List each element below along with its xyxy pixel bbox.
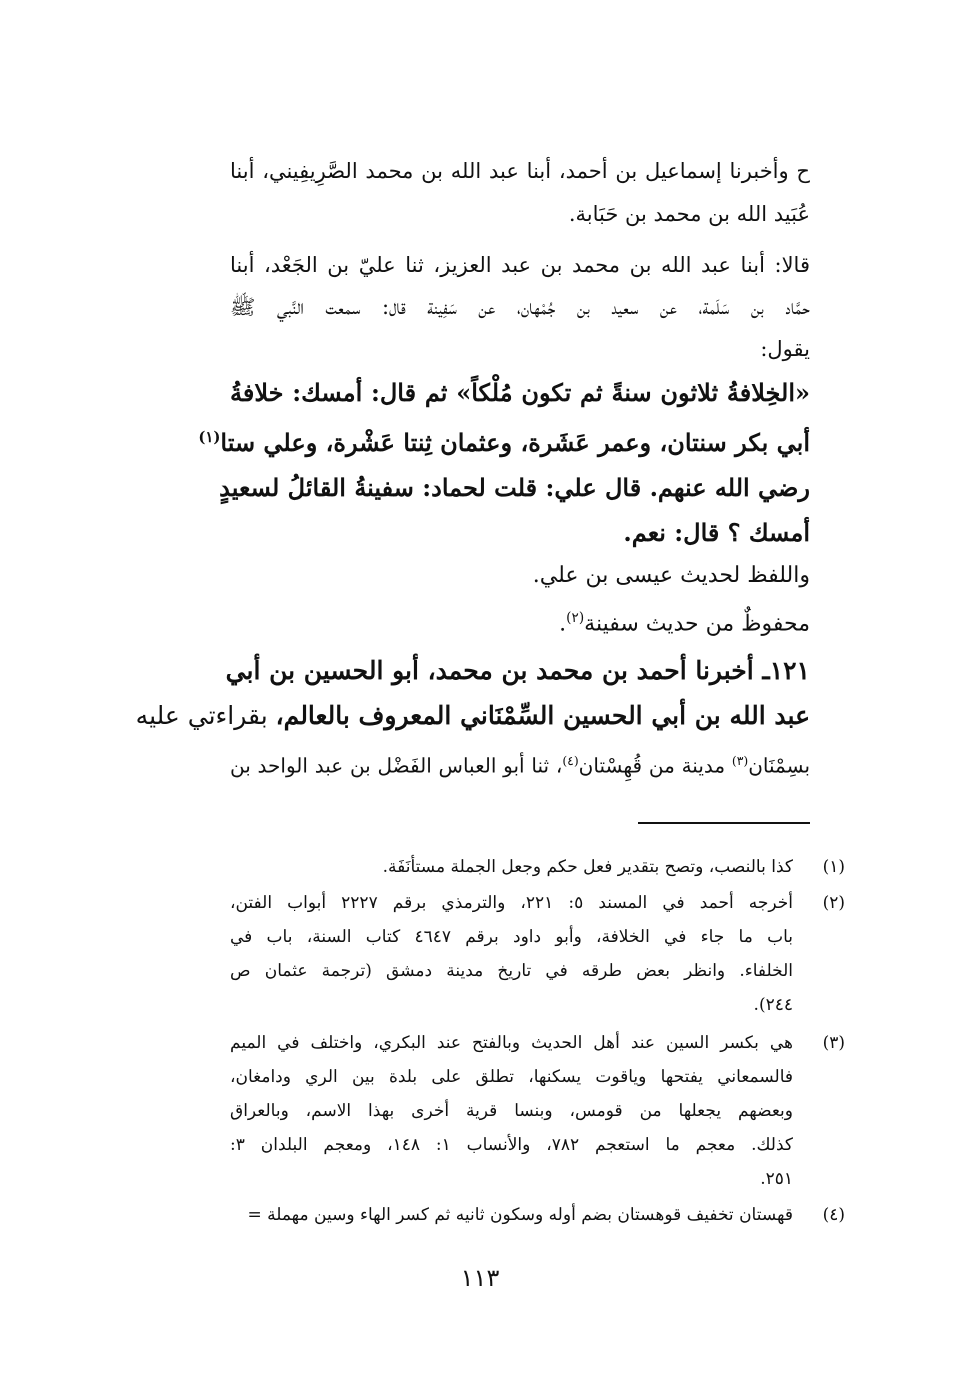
text-line: عُبَيد الله بن محمد بن حَبَابة. xyxy=(568,202,810,226)
hadith-line: أمسك ؟ قال: نعم. xyxy=(623,518,810,547)
footnote-marker-4: (٤) xyxy=(562,753,579,768)
entry-text: ، ثنا أبو العباس الفَضْل بن عبد الواحد بن xyxy=(230,753,563,778)
text-line: ح وأخبرنا إسماعيل بن أحمد، أبنا عبد الله بن محمد الصَّرِيفِيني، أبنا xyxy=(230,159,810,183)
remark-wording: واللفظ لحديث عيسى بن علي. xyxy=(532,563,810,588)
entry-text: بسِمْنَان xyxy=(748,753,811,778)
footnote-marker-3: (٣) xyxy=(731,753,749,768)
paragraph-isnad-1 xyxy=(230,150,810,236)
remark-preserved xyxy=(300,597,810,645)
paragraph-isnad-2 xyxy=(230,244,810,370)
text-line: يقول: xyxy=(760,337,810,361)
footnote-line: ٢٥١. xyxy=(760,1169,793,1189)
remark-end: . xyxy=(559,611,567,637)
text-line: قالا: أبنا عبد الله بن محمد بن عبد العزيز، ثنا عليّ بن الجَعْد، أبنا xyxy=(230,253,810,277)
footnote-line: هي بكسر السين عند أهل الحديث وبالفتح عند البكري، واختلف في الميم xyxy=(230,1033,793,1053)
entry-text: مدينة من قُهِسْتان xyxy=(578,753,732,778)
footnote-number: (٢) xyxy=(822,893,845,913)
entry-name: عبد الله بن أبي الحسين السِّمْنَاني المعروف بالعالم، xyxy=(275,701,810,730)
footnote-marker-1: (١) xyxy=(198,428,221,446)
entry-text: بقراءتي عليه xyxy=(135,701,276,730)
footnote-marker-2: (٢) xyxy=(566,610,585,626)
hadith-line-text: أبي بكر سنتان، وعمر عَشَرة، وعثمان ثِنتا عَشْرة، وعلي ستا xyxy=(220,428,810,457)
footnote-number: (٤) xyxy=(822,1205,845,1225)
hadith-line xyxy=(198,415,810,465)
footnote-separator xyxy=(638,822,810,824)
footnote-line: أخرجه أحمد في المسند ٥: ٢٢١، والترمذي برقم ٢٢٢٧ أبواب الفتن، xyxy=(230,893,793,913)
hadith-line: رضي الله عنهم. قال علي: قلت لحماد: سفينةُ القائلُ لسعيدٍ xyxy=(219,473,810,502)
entry-line xyxy=(135,693,810,738)
footnote-line: وبعضهم يجعلها من قومس، وبنسا قرية أخرى بهذا الاسم، وبالعراق xyxy=(230,1101,793,1121)
entry-line xyxy=(230,738,810,789)
entry-121 xyxy=(135,648,811,789)
page-number: ١١٣ xyxy=(460,1264,500,1292)
footnote-line: قهستان تخفيف قوهستان بضم أوله وسكون ثانيه ثم كسر الهاء وسين مهملة = xyxy=(247,1205,793,1225)
remark-text: محفوظٌ من حديث سفينة xyxy=(584,611,810,637)
hadith-line: «الخِلافةُ ثلاثون سنةً ثم تكون مُلْكاً» ثم قال: أمسك: خلافةُ xyxy=(230,378,810,407)
text-line: حمَّاد بن سَلَمة، عن سعيد بن جُمْهان، عن سَفِينة قال: سمعت النَّبي ﷺ xyxy=(230,295,810,319)
footnote-number: (٣) xyxy=(822,1033,845,1053)
footnote-line: فالسمعاني يفتحها وياقوت يسكنها، تطلق على بلدة بين الري ودامغان، xyxy=(230,1067,793,1087)
entry-line: ١٢١ـ أخبرنا أحمد بن محمد بن محمد، أبو الحسين بن أبي xyxy=(225,656,810,685)
hadith-text xyxy=(198,370,810,555)
footnote-line: كذلك. معجم ما استعجم ٧٨٢، والأنساب ١: ١٤٨، ومعجم البلدان ٣: xyxy=(230,1135,793,1155)
footnote-line: ٢٤٤). xyxy=(753,995,793,1015)
footnote-line: الخلفاء. وانظر بعض طرقه في تاريخ مدينة دمشق (ترجمة عثمان ص xyxy=(230,961,793,981)
footnote-line: كذا بالنصب، وتصح بتقدير فعل حكم وجعل الجملة مستأنَفَة. xyxy=(382,857,793,877)
footnote-number: (١) xyxy=(822,857,845,877)
footnote-line: باب ما جاء في الخلافة، وأبو داود برقم ٤٦٤٧ كتاب السنة، باب في xyxy=(230,927,793,947)
